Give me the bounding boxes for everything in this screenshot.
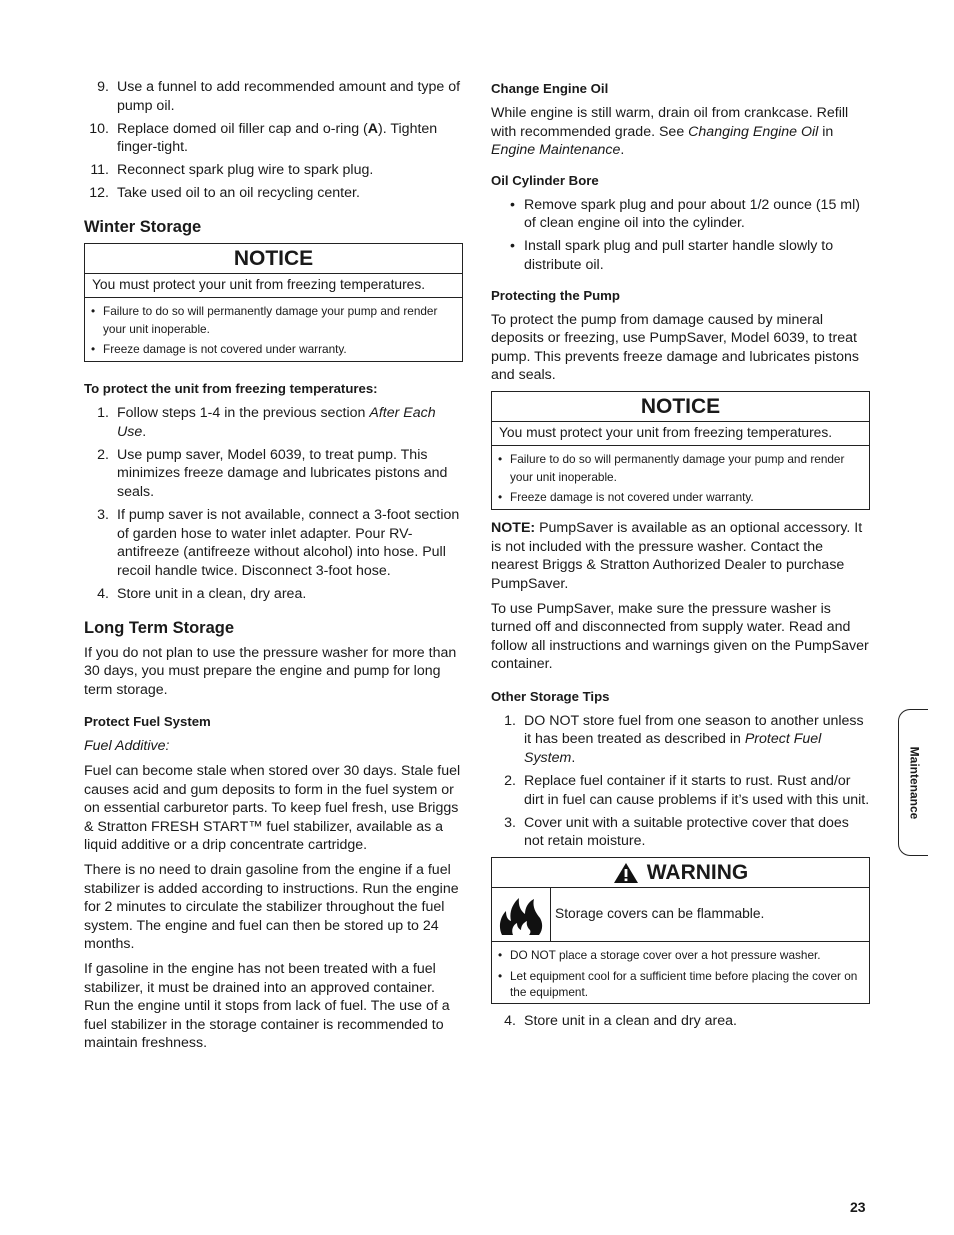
list-item: 1. Follow steps 1-4 in the previous section After Each Use. [97, 405, 436, 440]
right-column [491, 78, 870, 1035]
list-item: • Install spark plug and pull starter handle slowly to distribute oil. [510, 238, 834, 274]
list-item: 3. Cover unit with a suitable protective cover that does not retain moisture. [504, 814, 849, 850]
list-item: • Failure to do so will permanently damage your pump and render your unit inoperable. [498, 451, 845, 485]
oil-cylinder-bore-heading: Oil Cylinder Bore [491, 172, 599, 188]
notice-title: NOTICE [85, 244, 462, 274]
list-item: 12. Take used oil to an oil recycling center. [89, 185, 360, 202]
list-item: 9. Use a funnel to add recommended amount and type of pump oil. [97, 79, 461, 114]
change-engine-oil-heading: Change Engine Oil [491, 81, 609, 96]
protect-fuel-heading: Protect Fuel System [84, 714, 211, 730]
note-paragraph: NOTE: PumpSaver is available as an optional accessory. It is not included with the pressure washer. Contact the nearest Briggs & Stratton Authorized Dealer to purchase PumpSaver. [491, 520, 863, 592]
list-item: 4. Store unit in a clean and dry area. [504, 1012, 737, 1029]
long-term-storage-heading: Long Term Storage [84, 618, 235, 637]
list-item: • Freeze damage is not covered under warranty. [91, 341, 347, 356]
left-column [84, 78, 463, 1059]
warning-header [492, 858, 869, 888]
warning-message-row [492, 888, 869, 942]
page-number: 23 [850, 1199, 866, 1215]
list-item: • Failure to do so will permanently damage your pump and render your unit inoperable. [91, 303, 438, 337]
fuel-paragraph: If gasoline in the engine has not been treated with a fuel stabilizer, it must be drained into an approved container. Run the engine until it stops from lack of fuel. The use of a fuel stabilizer in the storage container is recommended to maintain freshness. [84, 960, 450, 1052]
section-tab-label: Maintenance [906, 746, 921, 819]
fuel-additive-label: Fuel Additive: [84, 738, 170, 755]
warning-bullets [492, 942, 869, 1003]
notice-box [84, 243, 463, 362]
list-item: • DO NOT place a storage cover over a hot pressure washer. [498, 948, 821, 963]
notice-bullets [85, 298, 462, 362]
notice-title: NOTICE [492, 392, 869, 422]
long-term-text: If you do not plan to use the pressure washer for more than 30 days, you must prepare the engine and pump for long term storage. [84, 644, 457, 698]
list-item: 2. Use pump saver, Model 6039, to treat pump. This minimizes freeze damage and lubricates pistons and seals. [97, 446, 448, 501]
warning-box [491, 857, 870, 1004]
list-item: • Remove spark plug and pour about 1/2 ounce (15 ml) of clean engine oil into the cylinder. [510, 196, 860, 232]
winter-storage-heading: Winter Storage [84, 218, 202, 237]
warning-title: WARNING [646, 861, 749, 885]
list-item: 11. Reconnect spark plug wire to spark plug. [90, 162, 374, 179]
cylinder-bullets [491, 196, 870, 275]
use-pumpsaver-paragraph: To use PumpSaver, make sure the pressure washer is turned off and disconnected from supply water. Read and follow all instructions and warnings given on the PumpSaver container. [491, 600, 869, 673]
notice-lead: You must protect your unit from freezing temperatures. [492, 422, 869, 446]
fuel-paragraph: Fuel can become stale when stored over 30 days. Stale fuel causes acid and gum deposits to form in the fuel system or on essential carburetor parts. To keep fuel fresh, use Briggs & Stratton FRESH START™ fuel stabilizer, available as a liquid additive or a drip concentrate cartridge. [84, 762, 461, 854]
notice-lead: You must protect your unit from freezing temperatures. [85, 274, 462, 298]
notice-box [491, 391, 870, 510]
list-item: 4. Store unit in a clean, dry area. [97, 586, 307, 602]
fuel-paragraph: There is no need to drain gasoline from the engine if a fuel stabilizer is added according to instructions. Run the engine for 2 minutes to circulate the stabilizer throughout the fuel system. The engine and fuel can then be stored up to 24 months. [84, 861, 459, 953]
list-item: • Freeze damage is not covered under warranty. [498, 489, 754, 504]
change-oil-text: While engine is still warm, drain oil from crankcase. Refill with recommended grade. See Changing Engine Oil in Engine Maintenance. [491, 105, 849, 159]
list-item: • Let equipment cool for a sufficient time before placing the cover on the equipment. [498, 968, 858, 999]
freeze-steps [84, 404, 463, 603]
storage-tips-continued [491, 1012, 870, 1031]
fire-hazard-icon [492, 888, 551, 941]
pump-text: To protect the pump from damage caused by mineral deposits or freezing, use PumpSaver, Model 6039, to treat pump. This prevents freeze damage and lubricates pistons and seals. [491, 311, 860, 384]
warning-message: Storage covers can be flammable. [555, 906, 765, 922]
list-item: 2. Replace fuel container if it starts to rust. Rust and/or dirt in fuel can cause problems if it’s used with this unit. [504, 773, 870, 808]
list-item: 3. If pump saver is not available, connect a 3-foot section of garden hose to water inlet adapter. Pour RV-antifreeze (antifreeze without alcohol) into hose. Pull recoil handle twice. Disconnect 3-foot hose. [97, 507, 460, 579]
protecting-pump-heading: Protecting the Pump [491, 287, 620, 303]
list-item: 1. DO NOT store fuel from one season to another unless it has been treated as described in Protect Fuel System. [504, 712, 864, 767]
other-storage-tips-heading: Other Storage Tips [491, 688, 610, 704]
oil-steps-continued [84, 78, 463, 203]
warning-triangle-icon [613, 862, 639, 884]
notice-bullets [492, 446, 869, 510]
freeze-protection-heading: To protect the unit from freezing temperatures: [84, 381, 378, 397]
list-item: 10. Replace domed oil filler cap and o-ring (A). Tighten finger-tight. [89, 120, 438, 156]
storage-tips [491, 712, 870, 851]
section-tab [898, 709, 928, 856]
